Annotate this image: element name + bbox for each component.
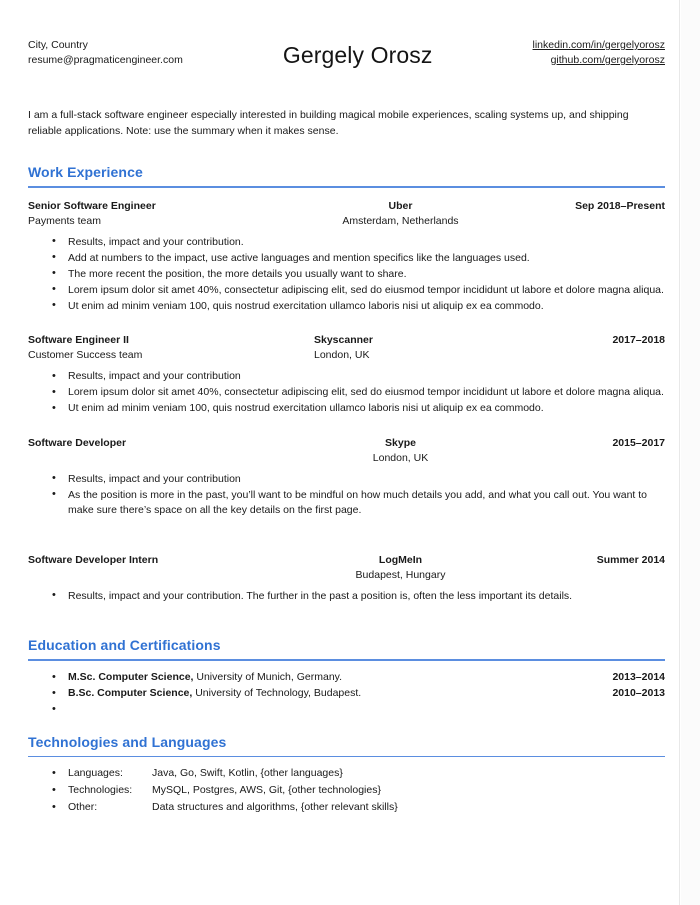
job-company: Uber	[388, 199, 413, 212]
job-company: Skype	[385, 436, 416, 449]
job-bullet: • Results, impact and your contribution	[28, 369, 665, 385]
technology-item	[28, 782, 665, 799]
section-technologies	[28, 733, 665, 817]
education-item	[28, 685, 665, 701]
education-detail: University of Technology, Budapest.	[192, 686, 362, 699]
job-entry	[28, 553, 665, 605]
job-bullet: • Add at numbers to the impact, use active languages and mention specifics like the languages used.	[28, 251, 665, 267]
technology-item	[28, 765, 665, 782]
job-date: Sep 2018–Present	[575, 199, 665, 212]
job-company: LogMeIn	[378, 553, 423, 566]
job-team: Payments team	[28, 214, 101, 227]
resume-header	[28, 0, 665, 82]
technology-value: MySQL, Postgres, AWS, Git, {other technologies}	[152, 784, 381, 797]
job-subheader-row	[28, 568, 665, 583]
section-rule	[28, 659, 665, 661]
education-degree: B.Sc. Computer Science,	[68, 686, 193, 699]
job-location: Amsterdam, Netherlands	[342, 214, 459, 227]
job-date: Summer 2014	[596, 553, 665, 566]
job-bullet: • Ut enim ad minim veniam 100, quis nostrud exercitation ullamco laboris nisi ut aliquip ex ea commodo.	[28, 299, 665, 315]
section-rule	[28, 756, 665, 758]
technologies-list	[28, 765, 665, 816]
job-header-row	[28, 199, 665, 214]
education-text	[68, 685, 515, 701]
job-header-row	[28, 333, 665, 348]
education-list	[28, 669, 665, 701]
section-education	[28, 636, 665, 701]
education-date: 2013–2014	[612, 670, 665, 683]
job-entry	[28, 199, 665, 315]
resume-content	[28, 0, 665, 816]
job-bullet-list	[28, 589, 665, 605]
job-subheader-row	[28, 451, 665, 466]
section-title-technologies: Technologies and Languages	[28, 733, 227, 750]
job-company: Skyscanner	[314, 334, 373, 347]
section-title-work: Work Experience	[28, 164, 143, 180]
linkedin-link[interactable]: linkedin.com/in/gergelyorosz	[532, 39, 665, 51]
job-bullet: • Results, impact and your contribution	[28, 472, 665, 488]
section-rule	[28, 186, 665, 188]
summary-paragraph: I am a full-stack software engineer especially interested in building magical mobile experiences, scaling systems up, and shipping reliable applications. Note: use the summary when it makes sense.	[28, 109, 629, 137]
contact-left-block	[28, 38, 183, 68]
job-entry	[28, 436, 665, 519]
job-bullet-list	[28, 369, 665, 417]
job-bullet: • Results, impact and your contribution. The further in the past a position is, often the less important its details.	[28, 589, 665, 605]
job-entry	[28, 333, 665, 417]
job-title: Senior Software Engineer	[28, 199, 156, 212]
job-bullet: • Lorem ipsum dolor sit amet 40%, consectetur adipiscing elit, sed do eiusmod tempor incididunt ut labore et dolore magna aliqua.	[28, 385, 665, 401]
job-header-row	[28, 553, 665, 568]
technology-label: • Technologies:	[68, 784, 133, 797]
job-bullet: • As the position is more in the past, you’ll want to be mindful on how much details you add, and what you call out. You want to make sure there’s space on all the key details on the first page.	[28, 488, 665, 519]
technology-value: Data structures and algorithms, {other relevant skills}	[152, 801, 398, 814]
education-degree: M.Sc. Computer Science,	[68, 670, 194, 683]
education-detail: University of Munich, Germany.	[193, 670, 343, 683]
education-item	[28, 669, 665, 685]
technology-label: • Languages:	[68, 767, 123, 780]
job-bullet-list	[28, 472, 665, 519]
job-location: London, UK	[314, 349, 370, 362]
job-title: Software Developer Intern	[28, 553, 159, 566]
education-text	[68, 669, 515, 685]
job-title: Software Developer	[28, 436, 127, 449]
job-location: Budapest, Hungary	[355, 568, 446, 581]
contact-email[interactable]: resume@pragmaticengineer.com	[28, 54, 183, 66]
education-date: 2010–2013	[612, 686, 665, 699]
section-title-education: Education and Certifications	[28, 637, 221, 654]
technology-label: • Other:	[68, 801, 98, 814]
job-subheader-row	[28, 214, 665, 229]
job-bullet: • The more recent the position, the more details you usually want to share.	[28, 267, 665, 283]
contact-right-block	[533, 38, 665, 68]
job-team: Customer Success team	[28, 349, 143, 362]
job-bullet: • Lorem ipsum dolor sit amet 40%, consectetur adipiscing elit, sed do eiusmod tempor incididunt ut labore et dolore magna aliqua.	[28, 283, 665, 299]
job-title: Software Engineer II	[28, 334, 129, 347]
job-bullet: • Results, impact and your contribution.	[28, 235, 665, 251]
job-date: 2015–2017	[612, 436, 665, 449]
job-header-row	[28, 436, 665, 451]
technology-item	[28, 799, 665, 816]
job-subheader-row	[28, 348, 665, 363]
github-link[interactable]: github.com/gergelyorosz	[550, 54, 665, 66]
page-title: Gergely Orosz	[282, 42, 433, 68]
section-work-experience	[28, 163, 665, 604]
job-bullet-list	[28, 235, 665, 315]
job-location: London, UK	[372, 451, 429, 464]
job-bullet: • Ut enim ad minim veniam 100, quis nostrud exercitation ullamco laboris nisi ut aliquip ex ea commodo.	[28, 401, 665, 417]
technology-value: Java, Go, Swift, Kotlin, {other languages}	[152, 767, 343, 780]
job-date: 2017–2018	[612, 334, 665, 347]
contact-location: City, Country	[28, 39, 88, 51]
page-gutter	[681, 0, 700, 905]
